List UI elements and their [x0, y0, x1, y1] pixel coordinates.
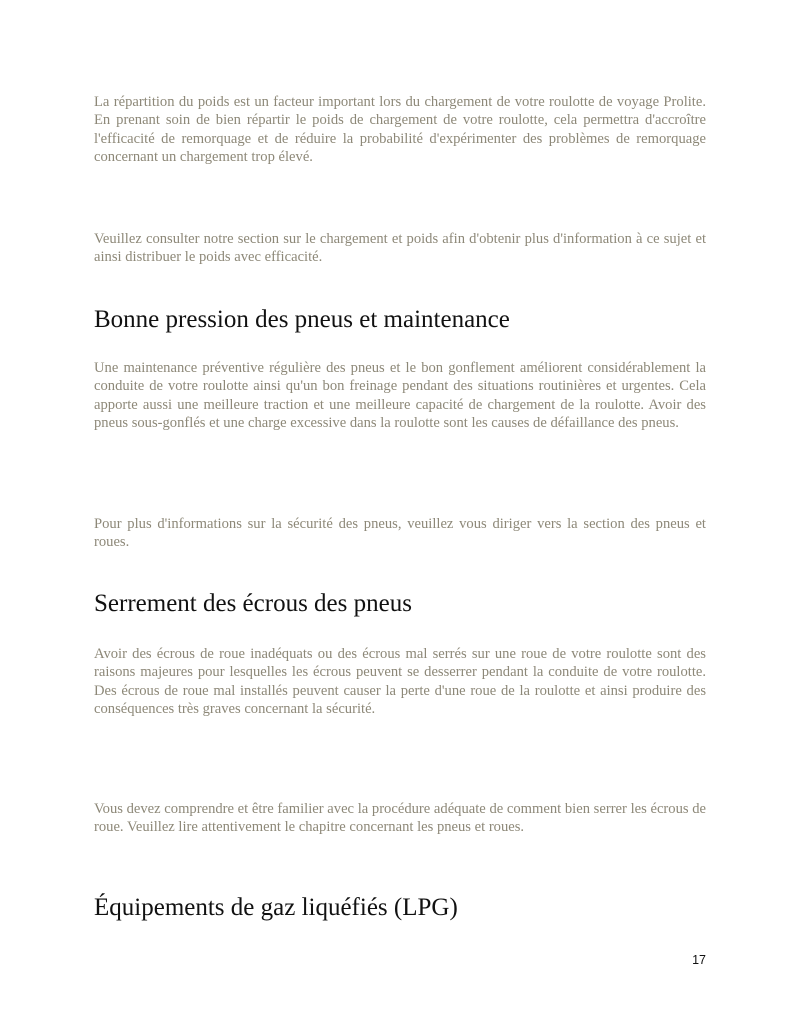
- heading-lpg-equipment: Équipements de gaz liquéfiés (LPG): [94, 894, 458, 921]
- heading-tire-pressure: Bonne pression des pneus et maintenance: [94, 306, 510, 333]
- page-number: 17: [692, 953, 706, 967]
- paragraph-weight-distribution: La répartition du poids est un facteur important lors du chargement de votre roulotte de voyage Prolite. En prenant soin de bien répartir le poids de chargement de votre roulotte, cela permettra d'accroître l'efficacité de remorquage et de réduire la probabilité d'expérimenter des problèmes de remorquage concernant un chargement trop élevé.: [94, 94, 706, 165]
- paragraph-lug-nut-risks: Avoir des écrous de roue inadéquats ou des écrous mal serrés sur une roue de votre roulotte sont des raisons majeures pour lesquelles les écrous peuvent se desserrer pendant la conduite de votre roulotte. Des écrous de roue mal installés peuvent causer la perte d'une roue de la roulotte et ainsi produire des conséquences très graves concernant la sécurité.: [94, 646, 706, 717]
- paragraph-tire-maintenance: Une maintenance préventive régulière des pneus et le bon gonflement améliorent considérablement la conduite de votre roulotte ainsi qu'un bon freinage pendant des situations routinières et urgentes. Cela apporte aussi une meilleure traction et une meilleure capacité de chargement de la roulotte. Avoir des pneus sous-gonflés et une charge excessive dans la roulotte sont les causes de défaillance des pneus.: [94, 360, 706, 431]
- paragraph-loading-reference: Veuillez consulter notre section sur le chargement et poids afin d'obtenir plus d'information à ce sujet et ainsi distribuer le poids avec efficacité.: [94, 231, 706, 266]
- heading-lug-nuts: Serrement des écrous des pneus: [94, 590, 412, 617]
- paragraph-tire-safety-reference: Pour plus d'informations sur la sécurité des pneus, veuillez vous diriger vers la section des pneus et roues.: [94, 516, 706, 551]
- paragraph-lug-nut-procedure: Vous devez comprendre et être familier avec la procédure adéquate de comment bien serrer les écrous de roue. Veuillez lire attentivement le chapitre concernant les pneus et roues.: [94, 801, 706, 836]
